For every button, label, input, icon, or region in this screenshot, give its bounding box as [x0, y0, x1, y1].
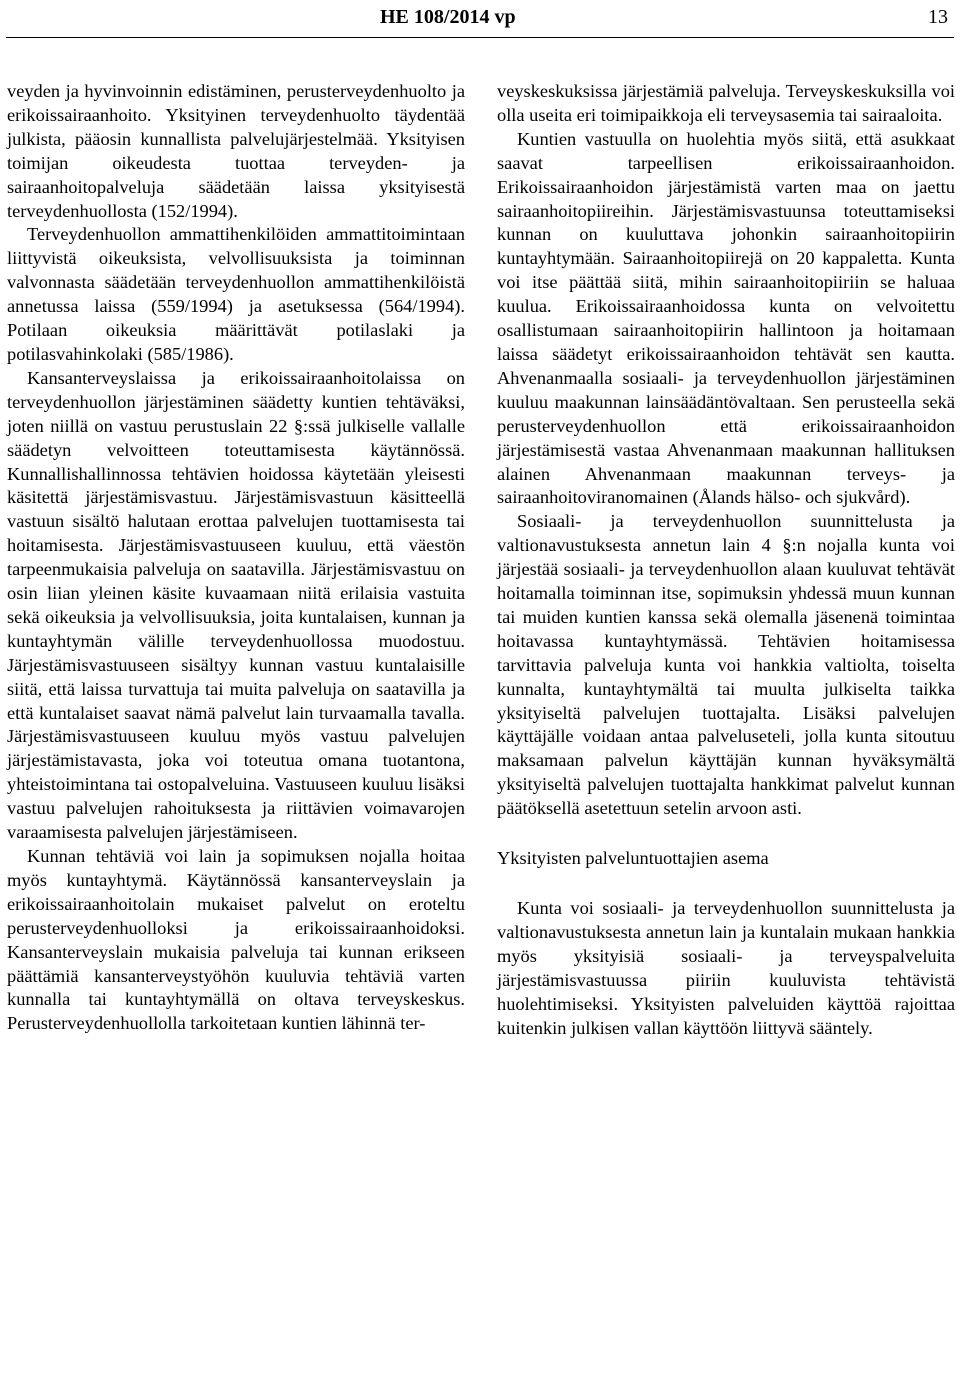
- paragraph: Sosiaali- ja terveydenhuollon suunnittelusta ja valtionavustuksesta annetun lain 4 §:n nojalla kunta voi järjestää sosiaali- ja terveydenhuollon alaan kuuluvat tehtävät hoitamalla toiminnan itse, sopimuksin yhdessä muun kunnan tai muiden kuntien kanssa sekä olemalla jäsenenä toimintaa hoitavassa kuntayhtymässä. Tehtävien hoitamisessa tarvittavia palveluja kunta voi hankkia valtiolta, toiselta kunnalta, kuntayhtymältä tai muulta julkiselta taikka yksityiseltä palvelujen tuottajalta. Lisäksi palvelujen käyttäjälle voidaan antaa palveluseteli, jolla kunta sitoutuu maksamaan palvelun käyttäjän kunnan hyväksymältä yksityiseltä palvelujen tuottajalta hankkimat palvelut kunnan päätöksellä asetettuun setelin arvoon asti.: [497, 511, 955, 819]
- paragraph: Kuntien vastuulla on huolehtia myös siitä, että asukkaat saavat tarpeellisen erikoissairaanhoidon. Erikoissairaanhoidon järjestämistä varten maa on jaettu sairaanhoitopiireihin. Järjestämisvastuunsa toteuttamiseksi kunnan on kuuluttava johonkin sairaanhoitopiirin kuntayhtymään. Sairaanhoitopiirejä on 20 kappaletta. Kunta voi itse päättää siitä, mihin sairaanhoitopiiriin se haluaa kuulua. Erikoissairaanhoidossa kunta on velvoitettu osallistumaan sairaanhoitopiirin hallintoon ja hoitamaan laissa säädetyt erikoissairaanhoidon tehtävät sen kautta. Ahvenanmaalla sosiaali- ja terveydenhuollon järjestäminen kuuluu maakunnan lainsäädäntövaltaan. Sen perusteella sekä perusterveydenhuollon että erikoissairaanhoidon järjestämisestä vastaa Ahvenanmaan maakunnan hallituksen alainen Ahvenanmaan maakunnan terveys- ja sairaanhoitoviranomainen (Ålands hälso- och sjukvård).: [497, 128, 955, 508]
- page-header: [0, 0, 960, 34]
- page-number: 13: [928, 6, 948, 28]
- header-rule: [6, 37, 954, 38]
- paragraph: veyskeskuksissa järjestämiä palveluja. Terveyskeskuksilla voi olla useita eri toimipaikkoja eli terveysasemia tai sairaaloita.: [497, 81, 955, 125]
- left-column: [7, 80, 465, 1036]
- section-heading: Yksityisten palveluntuottajien asema: [497, 848, 769, 869]
- paragraph: Kunnan tehtäviä voi lain ja sopimuksen nojalla hoitaa myös kuntayhtymä. Käytännössä kansanterveyslain ja erikoissairaanhoitolain mukaiset palvelut on eroteltu perusterveydenhuolloksi ja erikoissairaanhoidoksi. Kansanterveyslain mukaisia palveluja tai kunnan erikseen päättämiä kansanterveystyöhön kuuluvia tehtäviä varten kunnalla tai kuntayhtymällä on oltava terveyskeskus. Perusterveydenhuollolla tarkoitetaan kuntien lähinnä ter-: [7, 846, 465, 1034]
- paragraph: Terveydenhuollon ammattihenkilöiden ammattitoimintaan liittyvistä oikeuksista, velvollisuuksista ja toiminnan valvonnasta säädetään terveydenhuollon ammattihenkilöistä annetussa laissa (559/1994) ja asetuksessa (564/1994). Potilaan oikeuksia määrittävät potilaslaki ja potilasvahinkolaki (585/1986).: [7, 224, 465, 364]
- document-id: HE 108/2014 vp: [380, 6, 516, 28]
- paragraph: Kansanterveyslaissa ja erikoissairaanhoitolaissa on terveydenhuollon järjestäminen säädetty kuntien tehtäväksi, joten niillä on vastuu perustuslain 22 §:ssä julkiselle vallalle säädetyn velvoitteen toteuttamisesta käytännössä. Kunnallishallinnossa tehtävien hoidossa käytetään yleisesti käsitettä järjestämisvastuu. Järjestämisvastuun käsitteellä vastuun sisältö halutaan erottaa palvelujen tuottamisesta tai hoitamisesta. Järjestämisvastuuseen kuuluu, että väestön tarpeenmukaisia palveluja on saatavilla. Järjestämisvastuu on osin liian yleinen käsite kuvaamaan niitä erilaisia vastuita sekä oikeuksia ja velvollisuuksia, joita kuntalaisen, kunnan ja kuntayhtymän välille terveydenhuollossa muodostuu. Järjestämisvastuuseen sisältyy kunnan vastuu kuntalaisille siitä, että laissa turvattuja tai muita palveluja on saatavilla ja että kuntalaiset saavat nämä palvelut lain turvaamalla tavalla. Järjestämisvastuuseen kuuluu myös vastuu palvelujen järjestämistavasta, joka voi toteutua omana tuotantona, yhteistoimintana tai ostopalveluina. Vastuuseen kuuluu lisäksi vastuu palvelujen rahoituksesta ja riittävien voimavarojen varaamisesta palvelujen järjestämiseen.: [7, 367, 465, 843]
- paragraph: veyden ja hyvinvoinnin edistäminen, perusterveydenhuolto ja erikoissairaanhoito. Yksityinen terveydenhuolto täydentää julkista, pääosin kunnallista palvelujärjestelmää. Yksityisen toimijan oikeudesta tuottaa terveyden- ja sairaanhoitopalveluja säädetään laissa yksityisestä terveydenhuollosta (152/1994).: [7, 81, 465, 221]
- paragraph: Kunta voi sosiaali- ja terveydenhuollon suunnittelusta ja valtionavustuksesta annetun lain ja kuntalain mukaan hankkia myös yksityisiä sosiaali- ja terveyspalveluita järjestämisvastuussa piiriin kuuluvista tehtävistä huolehtimiseksi. Yksityisten palveluiden käyttöä rajoittaa kuitenkin julkisen vallan käyttöön liittyvä sääntely.: [497, 898, 955, 1038]
- right-column: [497, 80, 955, 1040]
